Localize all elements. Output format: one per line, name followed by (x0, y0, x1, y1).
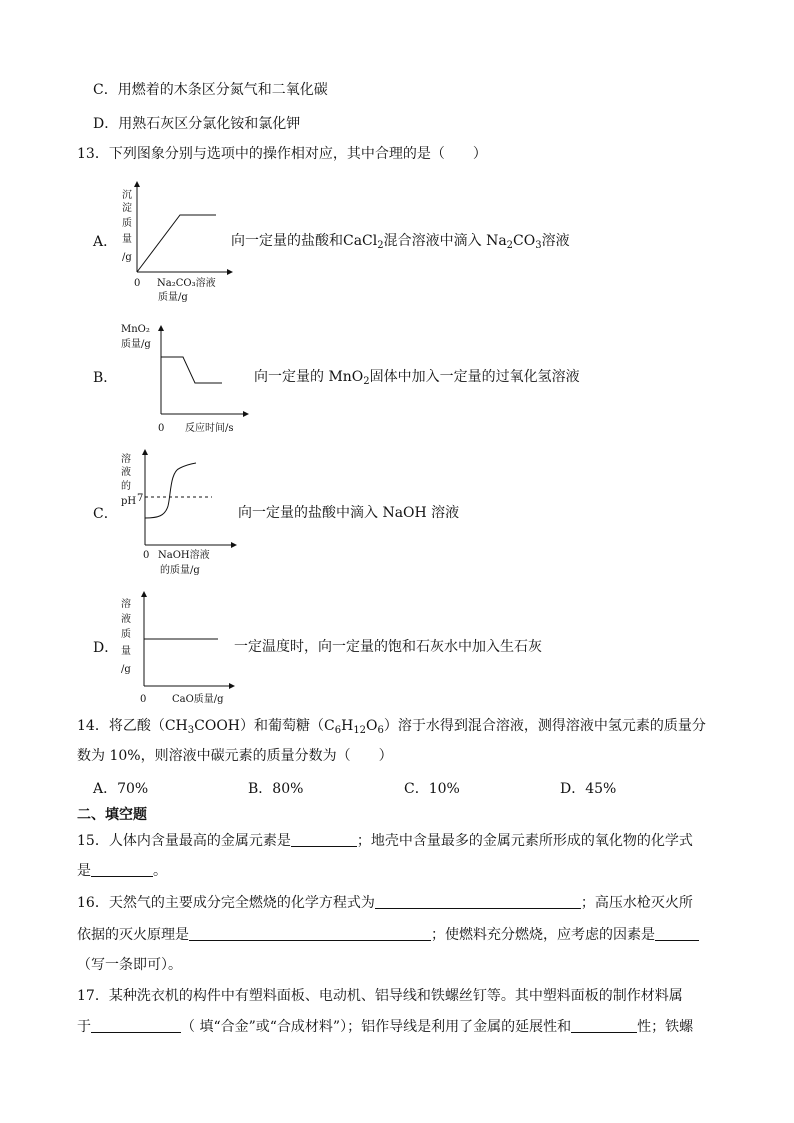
q13-option-a-label: A． (93, 234, 118, 250)
xlabel-line1: NaOH溶液 (158, 550, 210, 561)
q17-line1: 17．某种洗衣机的构件中有塑料面板、电动机、铝导线和铁螺丝钉等。其中塑料面板的制作材料属 (77, 988, 683, 1004)
ylabel-char: 的 (121, 481, 131, 492)
ylabel-char: 溶 (121, 599, 131, 610)
q13-option-d-label: D． (93, 640, 119, 656)
curve (161, 357, 222, 383)
xlabel: CaO质量/g (172, 694, 224, 705)
origin-label: 0 (143, 550, 150, 561)
section-title: 二、填空题 (77, 807, 147, 823)
tick-7: 7 (137, 493, 144, 504)
q13-option-b-text: 向一定量的 MnO$_2$固体中加入一定量的过氧化氢溶液 (254, 369, 580, 387)
answer-blank[interactable] (91, 862, 153, 877)
ylabel-char: 量 (121, 646, 131, 657)
xlabel-line2: 的质量/g (160, 565, 200, 576)
ylabel-char: 量 (122, 234, 132, 245)
ylabel-char: 溶 (121, 454, 131, 465)
q14-option-c: C．10% (404, 781, 460, 797)
q14-line1: 14．将乙酸$(CH_3COOH)$和葡萄糖$(C_6H_{12}O_6)$溶于水得到混合溶液，测得溶液中氢元素的质量分 (77, 718, 706, 736)
ylabel-char: /g (122, 252, 132, 263)
xlabel-line2: 质量/g (158, 292, 188, 303)
q14-line2: 数为 10%，则溶液中碳元素的质量分数为（ ） (77, 748, 393, 764)
q15-line1: 15．人体内含量最高的金属元素是 ；地壳中含量最多的金属元素所形成的氧化物的化学式 (77, 833, 693, 849)
q14-option-d: D．45% (560, 781, 617, 797)
answer-blank[interactable] (291, 832, 357, 847)
q13-graph-d (110, 590, 245, 710)
q13-stem: 13．下列图象分别与选项中的操作相对应，其中合理的是（ ） (77, 146, 487, 162)
ylabel-char: 液 (121, 614, 131, 625)
q13-graph-a (110, 180, 240, 310)
q12-option-c: C．用燃着的木条区分氮气和二氧化碳 (93, 82, 328, 98)
ylabel-char: 质 (122, 218, 132, 229)
q13-graph-b (115, 320, 255, 440)
ylabel-char: /g (121, 664, 131, 675)
q13-option-c-text: 向一定量的盐酸中滴入 NaOH 溶液 (238, 505, 460, 521)
q13-option-c-label: C． (93, 506, 118, 522)
answer-blank[interactable] (655, 926, 699, 941)
origin-label: 0 (134, 278, 141, 289)
q14-option-b: B．80% (248, 781, 304, 797)
xlabel-line1: Na₂CO₃溶液 (157, 278, 216, 289)
q16-line1: 16．天然气的主要成分完全燃烧的化学方程式为 ；高压水枪灭火所 (77, 895, 693, 911)
q13-option-a-text: 向一定量的盐酸和CaCl$_2$混合溶液中滴入 $Na_2CO_3$溶液 (231, 233, 570, 251)
q17-line2: 于 （ 填“合金”或“合成材料”）；铝作导线是利用了金属的延展性和 性；铁螺 (77, 1019, 694, 1035)
answer-blank[interactable] (91, 1018, 181, 1033)
answer-blank[interactable] (189, 926, 431, 941)
curve (137, 215, 216, 272)
q12-option-d: D．用熟石灰区分氯化铵和氯化钾 (93, 116, 301, 132)
curve (145, 463, 196, 518)
ylabel-char: 淀 (122, 203, 132, 214)
ylabel-char: 液 (121, 467, 131, 478)
q13-option-b-label: B． (93, 370, 118, 386)
q16-line2: 依据的灭火原理是 ；使燃料充分燃烧，应考虑的因素是 (77, 926, 699, 944)
ylabel-char: 沉 (122, 190, 132, 201)
ylabel-char: pH (121, 496, 137, 507)
q13-option-d-text: 一定温度时，向一定量的饱和石灰水中加入生石灰 (234, 639, 542, 655)
ylabel-line2: 质量/g (121, 339, 151, 350)
origin-label: 0 (140, 694, 147, 705)
q16-line3: （写一条即可）。 (77, 957, 182, 973)
ylabel-char: 质 (121, 629, 131, 640)
origin-label: 0 (158, 423, 165, 434)
answer-blank[interactable] (571, 1018, 637, 1033)
q15-line2: 是 。 (77, 863, 167, 879)
ylabel-line1: MnO₂ (121, 324, 150, 335)
answer-blank[interactable] (375, 894, 581, 909)
q13-graph-c (110, 448, 245, 583)
xlabel: 反应时间/s (185, 423, 234, 434)
q14-option-a: A．70% (93, 781, 149, 797)
